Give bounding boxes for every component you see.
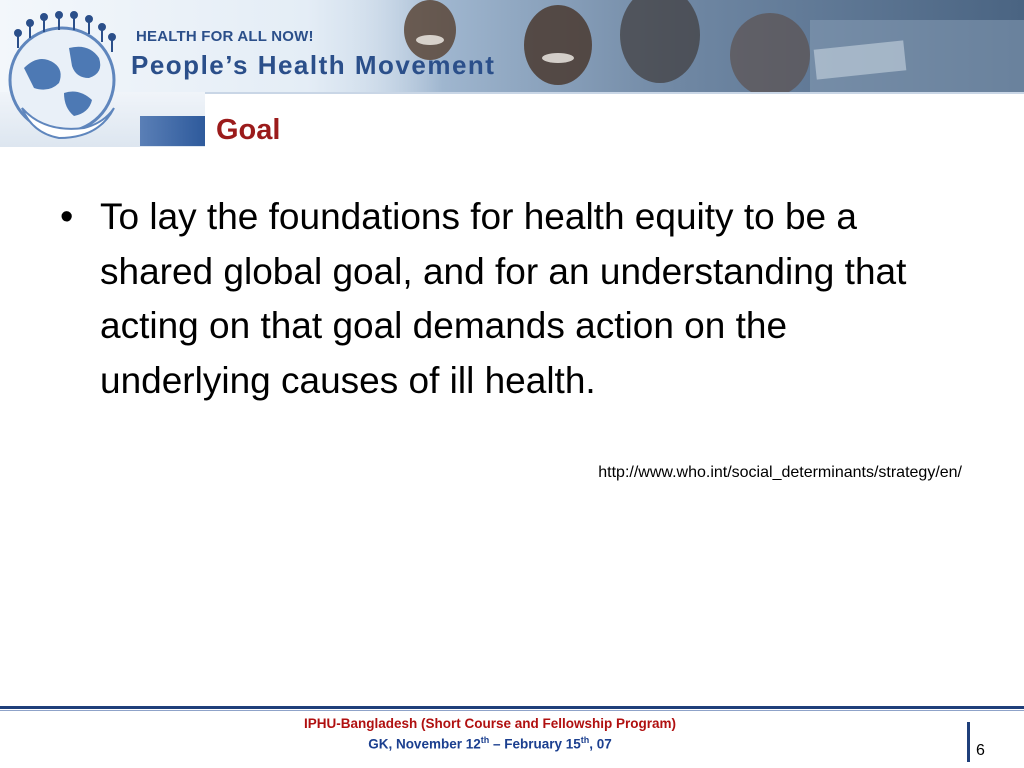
footer-dates-sup-1: th	[480, 735, 490, 745]
source-link[interactable]: http://www.who.int/social_determinants/strategy/en/	[598, 464, 962, 481]
footer-divider	[0, 706, 1024, 709]
header-divider	[205, 92, 1024, 94]
banner-organization-name: People’s Health Movement	[131, 50, 496, 80]
footer-divider-thin	[0, 710, 1024, 711]
footer-program-name: IPHU-Bangladesh (Short Course and Fellowship Program)	[303, 716, 677, 731]
header-accent-block	[140, 116, 205, 146]
slide-title: Goal	[216, 114, 281, 146]
footer-dates-start: GK, November 12	[368, 736, 481, 752]
bullet-marker: •	[60, 196, 74, 238]
page-number-bar	[967, 722, 970, 762]
banner-tagline: HEALTH FOR ALL NOW!	[136, 28, 314, 45]
bullet-item: To lay the foundations for health equity to be a shared global goal, and for an understanding that acting on that goal demands action on the underlying causes of ill health.	[100, 196, 907, 401]
footer-dates-sup-2: th	[580, 735, 590, 745]
page-number: 6	[976, 742, 985, 759]
footer-dates-mid: – February 15	[489, 736, 581, 752]
globe-hands-logo-icon	[4, 8, 132, 148]
footer-dates	[0, 735, 980, 752]
footer-dates-end: , 07	[589, 736, 612, 752]
header-banner	[0, 0, 1024, 92]
